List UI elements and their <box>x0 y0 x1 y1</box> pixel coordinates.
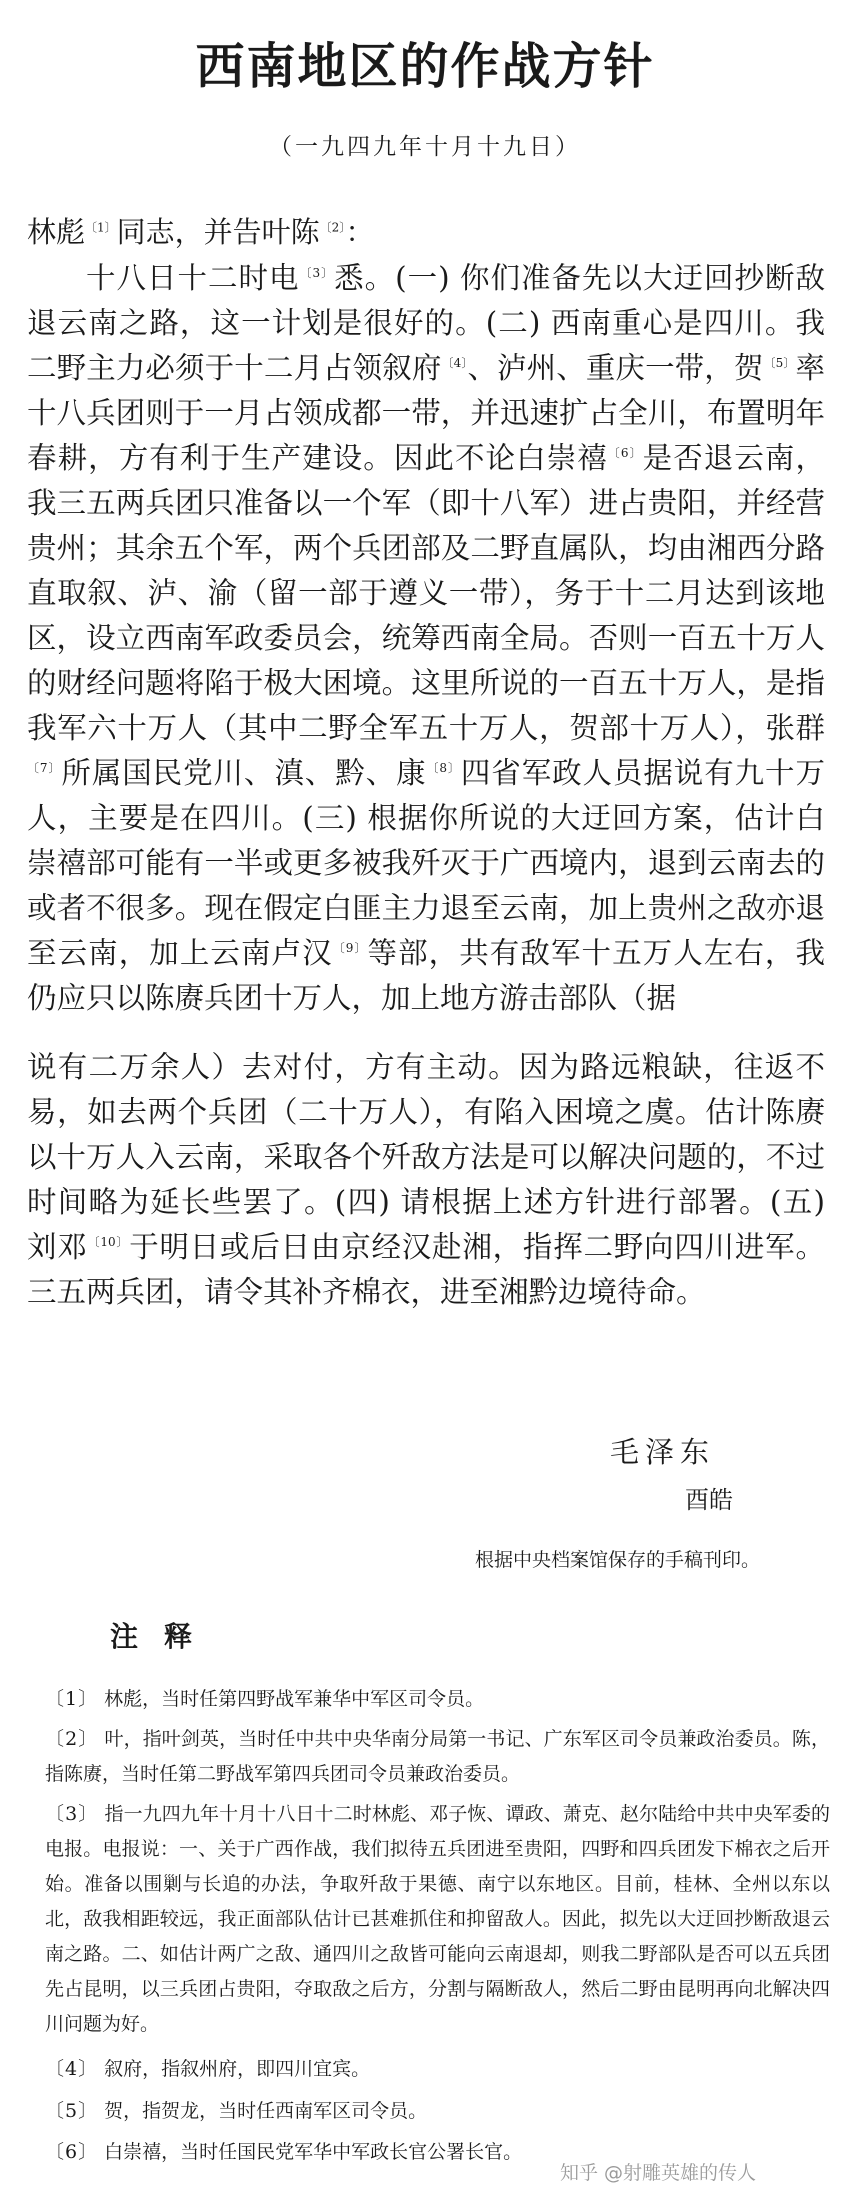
sign-date-code: 酉皓 <box>685 1486 733 1514</box>
notes-heading: 注释 <box>110 1620 219 1653</box>
body-text-segment: 、泸州、重庆一带，贺 <box>467 351 764 385</box>
note-text: 林彪，当时任第四野战军兼华中军区司令员。 <box>104 1688 485 1710</box>
footnote-ref-4[interactable]: 〔4〕 <box>441 356 468 371</box>
note-number: 〔4〕 <box>45 2058 99 2080</box>
body-text-segment: 等部，共有敌军十五万人左右，我仍应只以陈赓兵团十万人，加上地方游击部队（据 <box>27 936 825 1015</box>
body-text-segment: 十八日十二时电 <box>86 261 300 295</box>
note-item-5 <box>45 2094 830 2129</box>
note-text: 贺，指贺龙，当时任西南军区司令员。 <box>104 2100 428 2122</box>
note-number: 〔2〕 <box>45 1728 99 1750</box>
salutation-text: 同志，并告叶陈 <box>116 215 320 249</box>
note-item-1 <box>45 1682 830 1717</box>
note-number: 〔6〕 <box>45 2141 99 2163</box>
salutation <box>27 210 374 251</box>
footnote-ref-1[interactable]: 〔1〕 <box>85 220 117 235</box>
body-paragraph-part-1 <box>27 256 825 1021</box>
source-note: 根据中央档案馆保存的手稿刊印。 <box>475 1549 761 1571</box>
document-title: 西南地区的作战方针 <box>195 38 655 95</box>
footnote-ref-6[interactable]: 〔6〕 <box>607 446 643 461</box>
signer-name: 毛泽东 <box>610 1435 716 1469</box>
footnote-ref-2[interactable]: 〔2〕 <box>319 220 346 235</box>
body-text-segment: 四省军政人员据说有九十万人，主要是在四川。(三) 根据你所说的大迂回方案，估计白崇禧部可能有一半或更多被我歼灭于广西境内，退到云南去的或者不很多。现在假定白匪主力退至云南，加上贵州之敌亦退至云南，加上云南卢汉 <box>27 756 825 970</box>
body-text-segment: 是否退云南，我三五两兵团只准备以一个军（即十八军）进占贵阳，并经营贵州；其余五个军，两个兵团部及二野直属队，均由湘西分路直取叙、泸、渝（留一部于遵义一带），务于十二月达到该地区，设立西南军政委员会，统筹西南全局。否则一百五十万人的财经问题将陷于极大困境。这里所说的一百五十万人，是指我军六十万人（其中二野全军五十万人，贺部十万人），张群 <box>27 441 825 745</box>
note-number: 〔5〕 <box>45 2100 99 2122</box>
note-text: 指一九四九年十月十八日十二时林彪、邓子恢、谭政、萧克、赵尔陆给中共中央军委的电报。电报说：一、关于广西作战，我们拟待五兵团进至贵阳，四野和四兵团发下棉衣之后开始。准备以围剿与长追的办法，争取歼敌于果德、南宁以东地区。目前，桂林、全州以东以北，敌我相距较远，我正面部队估计已甚难抓住和抑留敌人。因此，拟先以大迂回抄断敌退云南之路。二、如估计两广之敌、通四川之敌皆可能向云南退却，则我二野部队是否可以五兵团先占昆明，以三兵团占贵阳，夺取敌之后方，分割与隔断敌人，然后二野由昆明再向北解决四川问题为好。 <box>45 1803 830 2035</box>
salutation-colon: ： <box>345 215 375 249</box>
watermark: 知乎 @射雕英雄的传人 <box>560 2162 757 2184</box>
salutation-name: 林彪 <box>27 215 86 249</box>
footnote-ref-10[interactable]: 〔10〕 <box>87 1235 130 1250</box>
document-date: （一九四九年十月十九日） <box>269 134 581 160</box>
body-text-segment: 率十八兵团则于一月占领成都一带，并迅速扩占全川，布置明年春耕，方有利于生产建设。因此不论白崇禧 <box>27 351 825 475</box>
footnote-ref-8[interactable]: 〔8〕 <box>426 761 461 776</box>
note-item-6 <box>45 2135 545 2170</box>
footnote-ref-5[interactable]: 〔5〕 <box>763 356 796 371</box>
body-text-segment: 所属国民党川、滇、黔、康 <box>61 756 427 790</box>
body-text-segment: 悉。(一) 你们准备先以大迂回抄断敌退云南之路，这一计划是很好的。(二) 西南重心是四川。我二野主力必须于十二月占领叙府 <box>27 261 825 385</box>
footnote-ref-3[interactable]: 〔3〕 <box>299 266 335 281</box>
note-item-3 <box>45 1797 830 2042</box>
note-text: 叙府，指叙州府，即四川宜宾。 <box>104 2058 371 2080</box>
body-paragraph-part-2 <box>27 1045 825 1315</box>
body-text-segment: 说有二万余人）去对付，方有主动。因为路远粮缺，往返不易，如去两个兵团（二十万人），有陷入困境之虞。估计陈赓以十万人入云南，采取各个歼敌方法是可以解决问题的，不过时间略为延长些罢了。(四) 请根据上述方针进行部署。(五) 刘邓 <box>27 1050 825 1264</box>
note-text: 叶，指叶剑英，当时任中共中央华南分局第一书记、广东军区司令员兼政治委员。陈，指陈赓，当时任第二野战军第四兵团司令员兼政治委员。 <box>45 1728 830 1785</box>
footnote-ref-7[interactable]: 〔7〕 <box>27 761 62 776</box>
note-text: 白崇禧，当时任国民党军华中军政长官公署长官。 <box>104 2141 523 2163</box>
body-text-segment: 于明日或后日由京经汉赴湘，指挥二野向四川进军。三五两兵团，请令其补齐棉衣，进至湘黔边境待命。 <box>27 1230 825 1309</box>
footnote-ref-9[interactable]: 〔9〕 <box>332 941 368 956</box>
note-item-2 <box>45 1722 830 1792</box>
note-number: 〔3〕 <box>45 1803 99 1825</box>
note-item-4 <box>45 2052 830 2087</box>
note-number: 〔1〕 <box>45 1688 99 1710</box>
